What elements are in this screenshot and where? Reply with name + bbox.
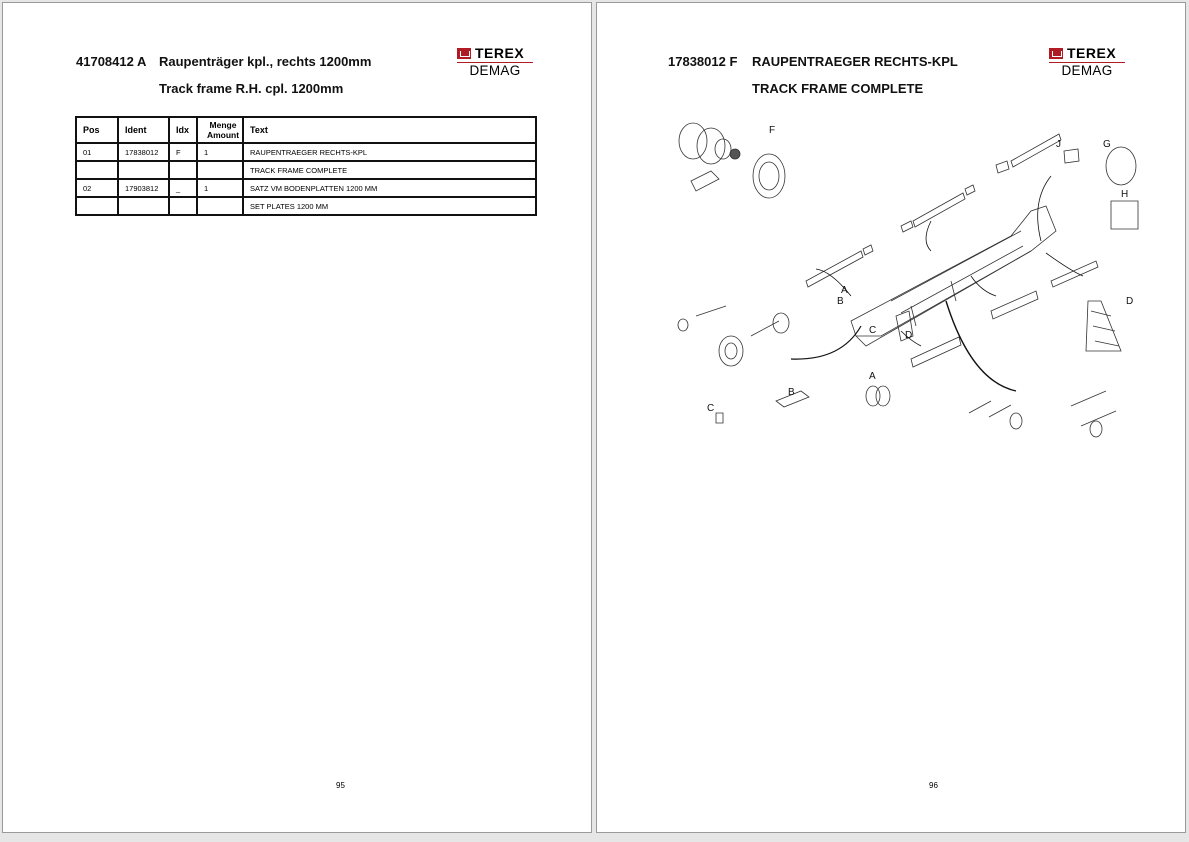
callout-b-part: B xyxy=(788,387,795,398)
plate-h xyxy=(1111,201,1138,229)
cell-pos: 02 xyxy=(76,179,118,197)
page-96 xyxy=(596,2,1186,833)
table-row xyxy=(76,197,536,215)
cell-ident xyxy=(118,197,169,215)
logo-brand: TEREX xyxy=(1067,45,1117,61)
cell-ident: 17838012 xyxy=(118,143,169,161)
col-menge: Menge xyxy=(209,120,237,130)
callout-a: A xyxy=(841,285,848,296)
page-number: 95 xyxy=(336,781,345,790)
table-row xyxy=(76,143,536,161)
track-guide-bars xyxy=(806,134,1098,367)
col-amount xyxy=(197,117,243,143)
ladder xyxy=(1086,301,1121,351)
callout-b: B xyxy=(837,296,844,307)
cell-amount xyxy=(197,197,243,215)
idler-wheel xyxy=(678,306,789,366)
parts-table xyxy=(75,116,537,216)
title-de: Raupenträger kpl., rechts 1200mm xyxy=(159,54,372,69)
cell-pos xyxy=(76,197,118,215)
col-ident: Ident xyxy=(118,117,169,143)
cell-amount xyxy=(197,161,243,179)
title-en: TRACK FRAME COMPLETE xyxy=(752,81,924,96)
terex-demag-logo xyxy=(1049,45,1125,78)
page-number: 96 xyxy=(929,781,938,790)
callout-c: C xyxy=(869,325,877,336)
col-amount-label: Amount xyxy=(206,130,240,140)
cell-idx: _ xyxy=(169,179,197,197)
callout-d: D xyxy=(905,330,913,341)
table-header xyxy=(76,117,536,143)
cell-idx xyxy=(169,161,197,179)
callout-a-roller: A xyxy=(869,371,876,382)
exploded-drawing xyxy=(651,101,1171,453)
part-number: 17838012 F xyxy=(668,54,738,69)
callout-d-ladder: D xyxy=(1126,296,1134,307)
col-text: Text xyxy=(243,117,536,143)
cell-ident xyxy=(118,161,169,179)
track-frame xyxy=(851,206,1056,346)
crest-icon xyxy=(1049,48,1063,59)
callout-f: F xyxy=(769,125,776,136)
cell-pos xyxy=(76,161,118,179)
crest-icon xyxy=(457,48,471,59)
rollers-and-links xyxy=(716,386,1116,437)
cell-text: SET PLATES 1200 MM xyxy=(243,197,536,215)
cell-text: SATZ VM BODENPLATTEN 1200 MM xyxy=(243,179,536,197)
cover-g xyxy=(1106,147,1136,185)
cell-amount: 1 xyxy=(197,143,243,161)
cell-amount: 1 xyxy=(197,179,243,197)
table-row xyxy=(76,161,536,179)
cover-plate-j xyxy=(1064,149,1079,163)
callout-g: G xyxy=(1103,139,1111,150)
cell-idx xyxy=(169,197,197,215)
terex-demag-logo xyxy=(457,45,533,78)
title-en: Track frame R.H. cpl. 1200mm xyxy=(159,81,344,96)
title-de: RAUPENTRAEGER RECHTS-KPL xyxy=(752,54,958,69)
cell-idx: F xyxy=(169,143,197,161)
cell-pos: 01 xyxy=(76,143,118,161)
logo-brand: TEREX xyxy=(475,45,525,61)
cell-text: RAUPENTRAEGER RECHTS-KPL xyxy=(243,143,536,161)
logo-sub: DEMAG xyxy=(469,63,521,78)
col-pos: Pos xyxy=(76,117,118,143)
callout-c-part: C xyxy=(707,403,715,414)
cell-ident: 17903812 xyxy=(118,179,169,197)
part-number: 41708412 A xyxy=(76,54,147,69)
col-idx: Idx xyxy=(169,117,197,143)
cell-text: TRACK FRAME COMPLETE xyxy=(243,161,536,179)
logo-sub: DEMAG xyxy=(1061,63,1113,78)
callout-h: H xyxy=(1121,189,1129,200)
table-row xyxy=(76,179,536,197)
callout-j: J xyxy=(1056,139,1061,150)
page-95 xyxy=(2,2,592,833)
